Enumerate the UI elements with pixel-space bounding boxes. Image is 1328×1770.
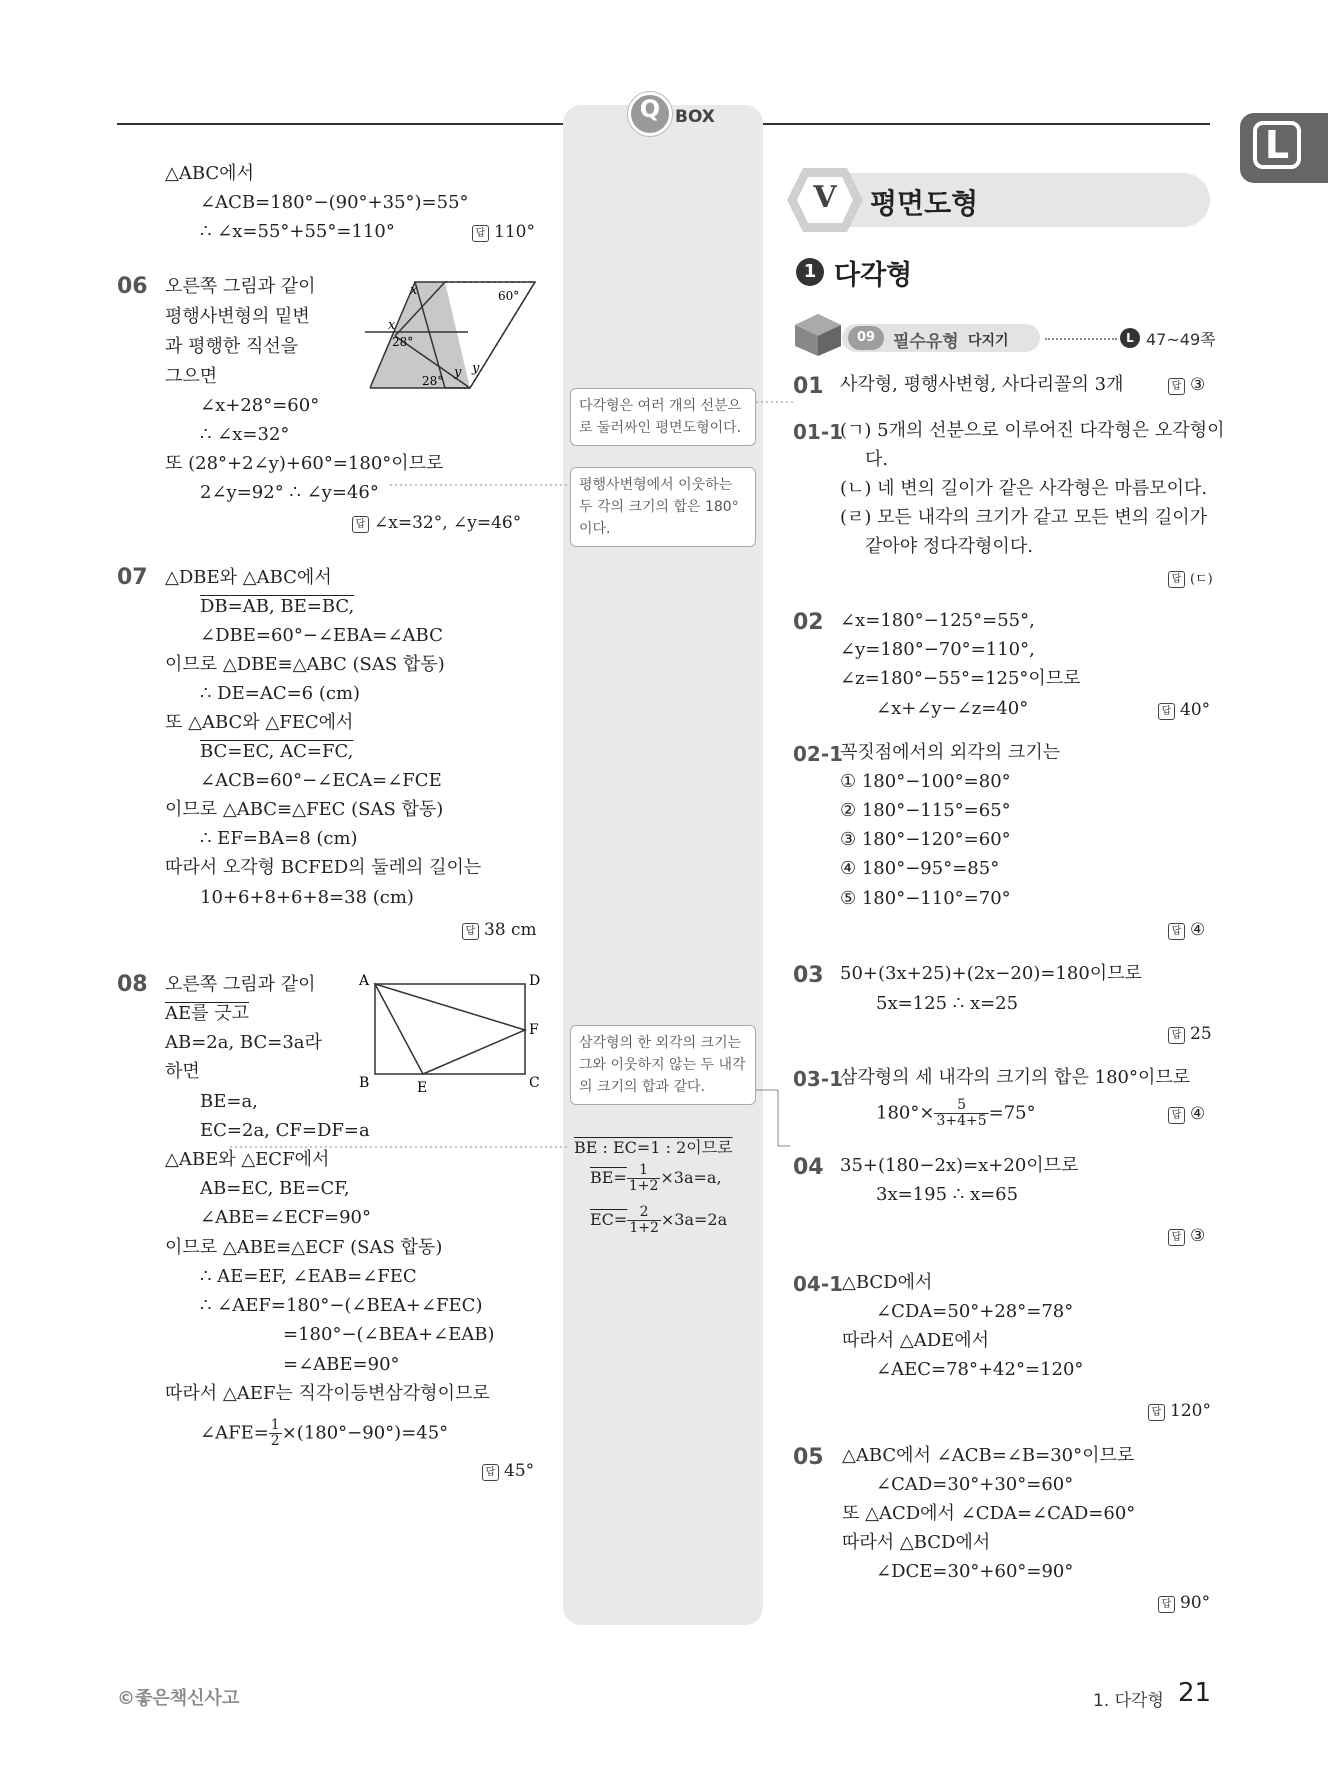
p02-line-1: ∠x=180°−125°=55°, <box>840 610 1035 631</box>
answer-icon: 답 <box>1168 571 1185 588</box>
footer-publisher: ©좋은책신사고 <box>117 1688 240 1709</box>
qbox-letter: Q <box>639 95 661 123</box>
p07-line-7: BC=EC, AC=FC, <box>200 741 354 762</box>
qbox-note-exterior-angle: 삼각형의 한 외각의 크기는 그와 이웃하지 않는 두 내각의 크기의 합과 같다. <box>570 1025 756 1105</box>
p07-line-11: 따라서 오각형 BCFED의 둘레의 길이는 <box>165 857 482 878</box>
p031-suffix: =75° <box>988 1102 1036 1124</box>
p08-line-13: =180°−(∠BEA+∠EAB) <box>283 1324 495 1345</box>
qbox-note-parallelogram: 평행사변형에서 이웃하는 두 각의 크기의 합은 180°이다. <box>570 467 756 547</box>
p02-answer-value: 40° <box>1180 700 1211 720</box>
p04-answer-value: ③ <box>1190 1226 1206 1246</box>
p07-line-12: 10+6+8+6+8=38 (cm) <box>200 887 414 908</box>
p02-line-3: ∠z=180°−55°=125°이므로 <box>840 668 1081 689</box>
qbox-ratio-text: BE : EC=1 : 2이므로 <box>574 1138 733 1157</box>
lesson-cube-icon <box>793 312 843 358</box>
answer-icon: 답 <box>1168 1229 1185 1246</box>
lesson-pages: 47~49쪽 <box>1146 330 1216 349</box>
p041-line-3: 따라서 △ADE에서 <box>842 1330 990 1351</box>
fig06-x-mid: x <box>388 318 396 333</box>
p05-answer-value: 110° <box>494 222 535 242</box>
p05r-line-2: ∠CAD=30°+30°=60° <box>876 1474 1074 1495</box>
p06-line-8: 2∠y=92° ∴ ∠y=46° <box>200 482 379 503</box>
fig06-28-mid: 28° <box>392 335 414 349</box>
chapter-title: 평면도형 <box>870 187 979 220</box>
problem-05-number: 05 <box>793 1445 824 1470</box>
qbox-ec-fraction <box>627 1205 661 1236</box>
footer-page-number: 21 <box>1178 1678 1212 1708</box>
p021-line-1: 꼭짓점에서의 외각의 크기는 <box>840 742 1061 763</box>
p011-line-5: 같아야 정다각형이다. <box>865 536 1033 557</box>
p031-answer <box>1168 1104 1205 1124</box>
qbox-note-polygon: 다각형은 여러 개의 선분으로 둘러싸인 평면도형이다. <box>570 388 756 446</box>
p08-line-4: 하면 <box>165 1061 200 1082</box>
qbox-be-bottom: 1+2 <box>628 1178 659 1194</box>
lesson-page-icon: L <box>1120 328 1140 348</box>
p05-tail-3: ∴ ∠x=55°+55°=110° <box>200 221 395 242</box>
answer-icon: 답 <box>1148 1404 1165 1421</box>
p07-answer-value: 38 cm <box>484 920 537 940</box>
corner-tab-icon: L <box>1253 121 1301 169</box>
p08-afe-tail: ×(180°−90°)=45° <box>281 1422 449 1444</box>
answer-icon: 답 <box>472 225 489 242</box>
p07-line-4: 이므로 △DBE≡△ABC (SAS 합동) <box>165 654 445 675</box>
lesson-subtitle: 다지기 <box>968 333 1009 349</box>
p031-line-2 <box>876 1098 1036 1129</box>
p08-half-bottom: 2 <box>270 1433 280 1449</box>
fig08-C: C <box>529 1075 540 1091</box>
p05r-line-3: 또 △ACD에서 ∠CDA=∠CAD=60° <box>842 1503 1136 1524</box>
fig08-F: F <box>529 1022 539 1038</box>
p011-line-4: (ㄹ) 모든 내각의 크기가 같고 모든 변의 길이가 <box>840 507 1208 528</box>
p08-line-9: ∠ABE=∠ECF=90° <box>200 1207 371 1228</box>
p011-line-3: (ㄴ) 네 변의 길이가 같은 사각형은 마름모이다. <box>840 478 1208 499</box>
p01-text: 사각형, 평행사변형, 사다리꼴의 3개 <box>840 374 1124 395</box>
p08-afe-label: ∠AFE= <box>200 1422 269 1444</box>
p06-line-7: 또 (28°+2∠y)+60°=180°이므로 <box>165 453 444 474</box>
p08-line-3: AB=2a, BC=3a라 <box>165 1032 322 1053</box>
p03-line-2: 5x=125 ∴ x=25 <box>876 993 1019 1014</box>
fig06-y1: y <box>454 365 462 380</box>
p02-line-2: ∠y=180°−70°=110°, <box>840 639 1035 660</box>
problem-01-1-number: 01-1 <box>793 420 844 444</box>
p08-line-2: AE를 긋고 <box>165 1003 250 1024</box>
qbox-ec-top: 2 <box>627 1205 661 1221</box>
p03-answer <box>1168 1024 1212 1044</box>
p021-line-5: ④ 180°−95°=85° <box>840 858 1000 879</box>
qbox-ec-label: EC= <box>590 1210 628 1229</box>
qbox-be-top: 1 <box>627 1163 661 1179</box>
p05r-answer-value: 90° <box>1180 1593 1211 1613</box>
qbox-be <box>590 1163 722 1194</box>
p04-answer <box>1168 1226 1205 1246</box>
problem-03-number: 03 <box>793 963 824 988</box>
p08-half-top: 1 <box>270 1417 280 1433</box>
p011-answer <box>1168 568 1213 588</box>
qbox-be-label: BE= <box>590 1168 627 1187</box>
chapter-roman: V <box>813 180 837 215</box>
p07-line-2: DB=AB, BE=BC, <box>200 596 355 617</box>
p06-answer-value: ∠x=32°, ∠y=46° <box>374 513 522 533</box>
qbox-ratio <box>574 1136 733 1160</box>
p021-line-3: ② 180°−115°=65° <box>840 800 1011 821</box>
p041-answer-value: 120° <box>1170 1401 1211 1421</box>
section-title: 다각형 <box>834 260 913 291</box>
p05r-line-5: ∠DCE=30°+60°=90° <box>876 1561 1074 1582</box>
p05r-answer <box>1158 1593 1210 1613</box>
p08-line-1: 오른쪽 그림과 같이 <box>165 974 316 995</box>
p06-line-2: 평행사변형의 밑변 <box>165 306 310 327</box>
p021-line-6: ⑤ 180°−110°=70° <box>840 888 1011 909</box>
answer-icon: 답 <box>1168 1107 1185 1124</box>
problem-03-1-number: 03-1 <box>793 1067 844 1091</box>
problem-06-number: 06 <box>117 274 148 299</box>
p021-line-2: ① 180°−100°=80° <box>840 771 1011 792</box>
p06-line-1: 오른쪽 그림과 같이 <box>165 276 316 297</box>
p04-line-2: 3x=195 ∴ x=65 <box>876 1184 1019 1205</box>
p08-answer-value: 45° <box>504 1461 535 1481</box>
p08-line-8: AB=EC, BE=CF, <box>200 1178 350 1199</box>
p011-line-2: 다. <box>865 449 889 470</box>
p04-line-1: 35+(180−2x)=x+20이므로 <box>840 1155 1079 1176</box>
section-number-badge: 1 <box>796 258 824 286</box>
p031-frac-bottom: 3+4+5 <box>936 1113 987 1129</box>
fig08-B: B <box>359 1075 370 1091</box>
p031-frac-top: 5 <box>934 1098 988 1114</box>
p08-line-14: =∠ABE=90° <box>283 1354 400 1375</box>
p05r-line-4: 따라서 △BCD에서 <box>842 1532 991 1553</box>
answer-icon: 답 <box>1168 923 1185 940</box>
p041-line-2: ∠CDA=50°+28°=78° <box>876 1301 1074 1322</box>
p021-answer-value: ④ <box>1190 920 1206 940</box>
p041-answer <box>1148 1401 1211 1421</box>
p031-fraction <box>934 1098 988 1129</box>
problem-02-1-number: 02-1 <box>793 742 844 766</box>
p08-line-11: ∴ AE=EF, ∠EAB=∠FEC <box>200 1266 417 1287</box>
p08-line-12: ∴ ∠AEF=180°−(∠BEA+∠FEC) <box>200 1295 483 1316</box>
p05-tail-2: ∠ACB=180°−(90°+35°)=55° <box>200 192 469 213</box>
answer-icon: 답 <box>1168 1027 1185 1044</box>
answer-icon: 답 <box>1168 378 1185 395</box>
problem-07-number: 07 <box>117 565 148 590</box>
p07-line-8: ∠ACB=60°−∠ECA=∠FCE <box>200 770 442 791</box>
answer-icon: 답 <box>462 923 479 940</box>
p01-answer <box>1168 375 1205 395</box>
p03-answer-value: 25 <box>1190 1024 1212 1044</box>
lesson-dotted-rule <box>1045 338 1117 340</box>
answer-icon: 답 <box>482 1464 499 1481</box>
p07-line-10: ∴ EF=BA=8 (cm) <box>200 828 358 849</box>
qbox-be-fraction <box>627 1163 661 1194</box>
fig06-x-top: x <box>410 283 418 298</box>
qbox-ec <box>590 1205 727 1236</box>
fig06-60: 60° <box>498 289 520 303</box>
p07-line-6: 또 △ABC와 △FEC에서 <box>165 712 354 733</box>
problem-04-1-number: 04-1 <box>793 1272 844 1296</box>
p02-line-4: ∠x+∠y−∠z=40° <box>876 698 1029 719</box>
answer-icon: 답 <box>1158 1596 1175 1613</box>
qbox-be-tail: ×3a=a, <box>660 1168 722 1187</box>
qbox-ec-tail: ×3a=2a <box>660 1210 728 1229</box>
qbox-ec-bottom: 1+2 <box>629 1220 659 1236</box>
footer-chapter: 1. 다각형 <box>1093 1691 1164 1711</box>
fig08-A: A <box>359 973 370 989</box>
fig06-y2: y <box>472 361 480 376</box>
p031-answer-value: ④ <box>1190 1104 1206 1124</box>
problem-02-number: 02 <box>793 610 824 635</box>
p06-line-6: ∴ ∠x=32° <box>200 424 290 445</box>
p03-line-1: 50+(3x+25)+(2x−20)=180이므로 <box>840 963 1142 984</box>
answer-icon: 답 <box>352 516 369 533</box>
p011-answer-value: (ㄷ) <box>1190 572 1213 587</box>
p05r-line-1: △ABC에서 ∠ACB=∠B=30°이므로 <box>842 1445 1135 1466</box>
p011-line-1: (ㄱ) 5개의 선분으로 이루어진 다각형은 오각형이 <box>840 420 1225 441</box>
problem-01-number: 01 <box>793 374 824 399</box>
p06-line-4: 그으면 <box>165 366 218 387</box>
fig06-28-bot: 28° <box>422 374 444 388</box>
p031-line-1: 삼각형의 세 내각의 크기의 합은 180°이므로 <box>840 1067 1191 1088</box>
problem-04-number: 04 <box>793 1155 824 1180</box>
p05-tail-1: △ABC에서 <box>165 163 254 184</box>
problem-08-number: 08 <box>117 972 148 997</box>
p041-line-4: ∠AEC=78°+42°=120° <box>876 1359 1084 1380</box>
p07-line-1: △DBE와 △ABC에서 <box>165 567 332 588</box>
p06-line-5: ∠x+28°=60° <box>200 395 320 416</box>
p08-line-5: BE=a, <box>200 1091 258 1112</box>
p01-answer-value: ③ <box>1190 375 1206 395</box>
fig08-E: E <box>417 1080 428 1095</box>
p031-prefix: 180°× <box>876 1102 935 1124</box>
p021-line-4: ③ 180°−120°=60° <box>840 829 1011 850</box>
p08-line-10: 이므로 △ABE≡△ECF (SAS 합동) <box>165 1237 443 1258</box>
lesson-code: 09 <box>848 326 884 350</box>
fig08-D: D <box>529 973 540 989</box>
p07-line-5: ∴ DE=AC=6 (cm) <box>200 683 361 704</box>
p07-line-9: 이므로 △ABC≡△FEC (SAS 합동) <box>165 799 444 820</box>
p021-answer <box>1168 920 1205 940</box>
p07-line-3: ∠DBE=60°−∠EBA=∠ABC <box>200 625 443 646</box>
p08-line-15: 따라서 △AEF는 직각이등변삼각형이므로 <box>165 1383 490 1404</box>
lesson-title: 필수유형 <box>893 332 959 352</box>
p041-line-1: △BCD에서 <box>842 1272 933 1293</box>
p02-answer <box>1158 700 1210 720</box>
p06-line-3: 과 평행한 직선을 <box>165 336 299 357</box>
p08-line-6: EC=2a, CF=DF=a <box>200 1120 370 1141</box>
answer-icon: 답 <box>1158 703 1175 720</box>
qbox-label: BOX <box>675 107 715 127</box>
p08-line-7: △ABE와 △ECF에서 <box>165 1149 330 1170</box>
